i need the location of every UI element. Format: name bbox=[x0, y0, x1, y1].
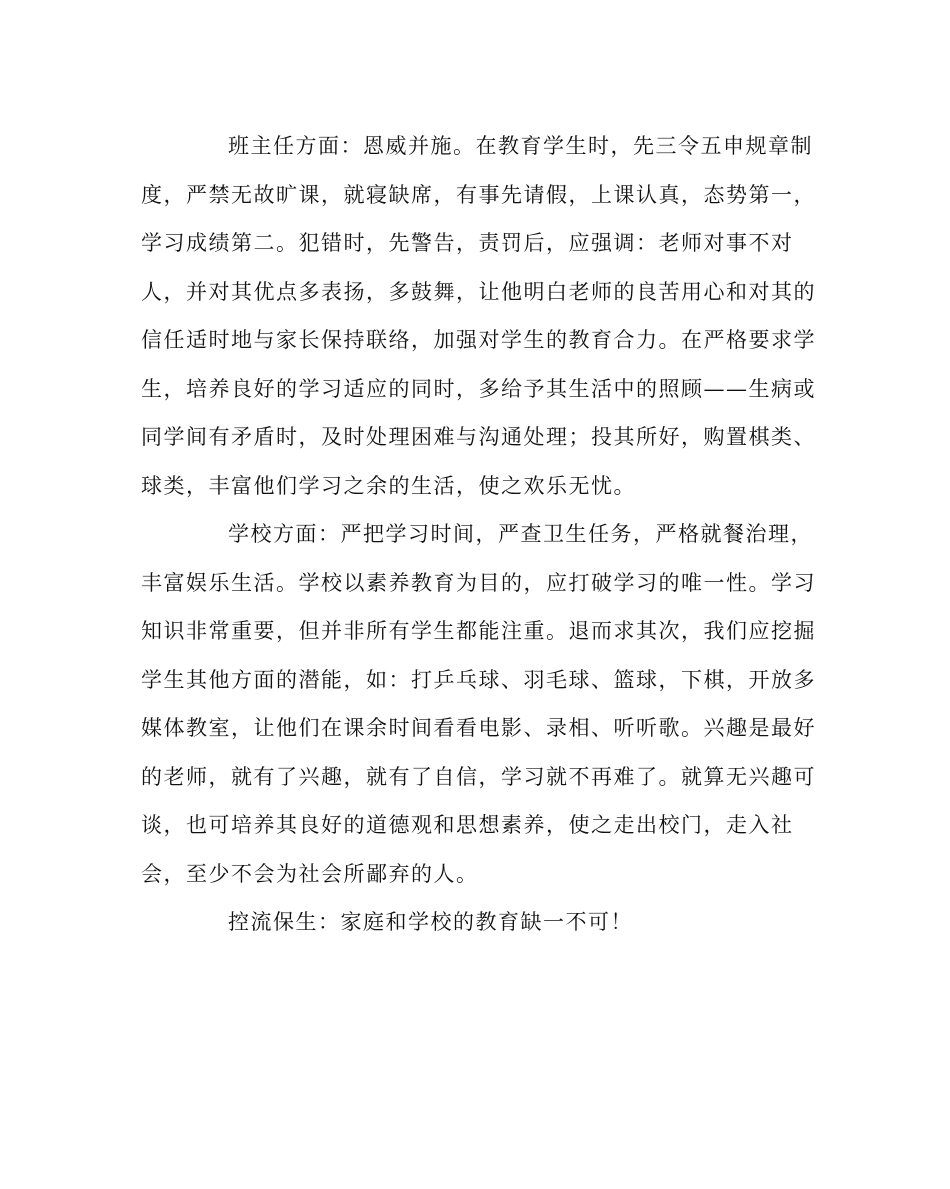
paragraph-1-line-7: 同学间有矛盾时，及时处理困难与沟通处理；投其所好，购置棋类、 bbox=[141, 425, 816, 449]
paragraph-3-line-1: 控流保生：家庭和学校的教育缺一不可！ bbox=[228, 910, 633, 934]
paragraph-2-line-4: 学生其他方面的潜能，如：打乒乓球、羽毛球、篮球，下棋，开放多 bbox=[141, 668, 816, 692]
paragraph-1-line-4: 人，并对其优点多表扬，多鼓舞，让他明白老师的良苦用心和对其的 bbox=[141, 280, 816, 304]
paragraph-2-line-3: 知识非常重要，但并非所有学生都能注重。退而求其次，我们应挖掘 bbox=[141, 619, 816, 643]
paragraph-2-line-1: 学校方面：严把学习时间，严查卫生任务，严格就餐治理， bbox=[228, 522, 813, 546]
paragraph-2-line-7: 谈，也可培养其良好的道德观和思想素养，使之走出校门，走入社 bbox=[141, 813, 794, 837]
paragraph-2-line-8: 会，至少不会为社会所鄙弃的人。 bbox=[141, 862, 479, 886]
paragraph-2-line-5: 媒体教室，让他们在课余时间看看电影、录相、听听歌。兴趣是最好 bbox=[141, 716, 816, 740]
paragraph-2-line-6: 的老师，就有了兴趣，就有了自信，学习就不再难了。就算无兴趣可 bbox=[141, 765, 816, 789]
paragraph-1-line-8: 球类，丰富他们学习之余的生活，使之欢乐无忧。 bbox=[141, 474, 636, 498]
paragraph-2-line-2: 丰富娱乐生活。学校以素养教育为目的，应打破学习的唯一性。学习 bbox=[141, 571, 816, 595]
paragraph-1-line-1: 班主任方面：恩威并施。在教育学生时，先三令五申规章制 bbox=[228, 134, 813, 158]
paragraph-1-line-5: 信任适时地与家长保持联络，加强对学生的教育合力。在严格要求学 bbox=[141, 328, 816, 352]
paragraph-1-line-3: 学习成绩第二。犯错时，先警告，责罚后，应强调：老师对事不对 bbox=[141, 231, 794, 255]
paragraph-1-line-2: 度，严禁无故旷课，就寝缺席，有事先请假，上课认真，态势第一， bbox=[141, 183, 816, 207]
paragraph-1-line-6: 生，培养良好的学习适应的同时，多给予其生活中的照顾——生病或 bbox=[141, 377, 816, 401]
